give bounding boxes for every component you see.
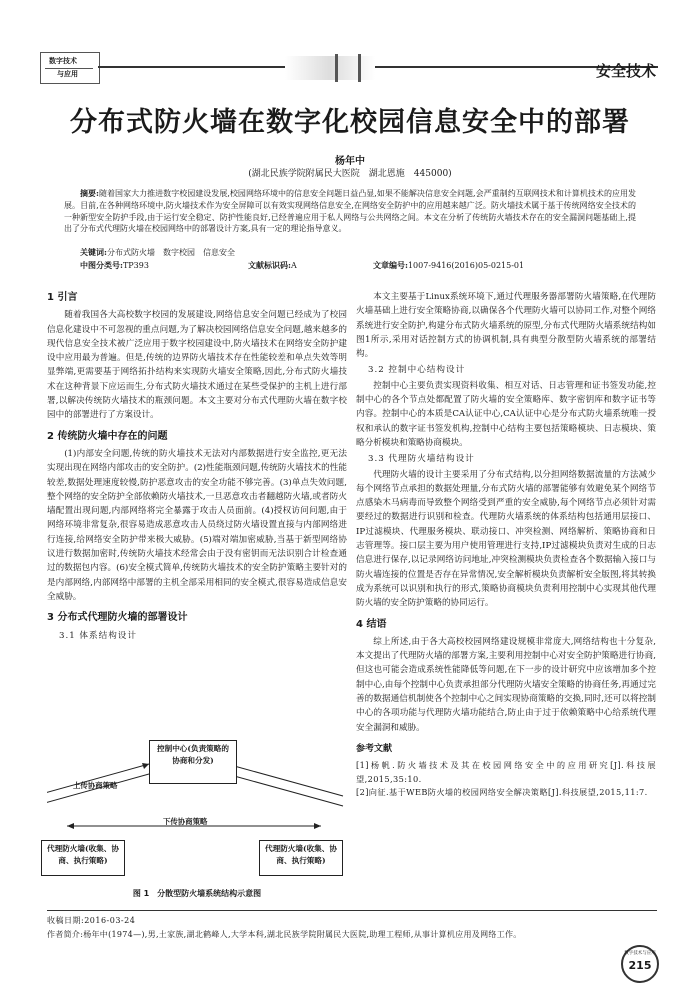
subsection-3-1-heading: 3.1 体系结构设计 [59,630,137,641]
author-name: 杨年中 [335,156,365,167]
keywords-label: 关键词: [80,247,107,257]
paragraph: 本文主要基于Linux系统环境下,通过代理服务器部署防火墙策略,在代理防火墙基础上进行安全策略协商,以确保各个代理防火墙可以协同工作,对整个网络系统进行安全防护,构建分布式防火墙系统的原型,分布式代理防火墙系统结构如图1所示,采用对话控制方式的协调机制,具有典型分散型防火墙系统的部署结构。 [356,292,656,360]
reference-2: [2]向征.基于WEB防火墙的校园网络安全解决策略[J].科技展望,2015,11:7. [356,787,648,798]
control-center-node: 控制中心(负责策略的协商和分发) [149,740,237,784]
page-badge [621,945,659,983]
paragraph: 代理防火墙的设计主要采用了分布式结构,以分担网络数据流量的方法减少每个网络节点承担的数据处理量,分布式防火墙的部署能够有效避免某个网络节点感染木马病毒而导致整个网络受到严重的安全威胁,每个网络节点必须针对需要经过的数据进行识别和检查。代理防火墙系统的体系结构包括通用层接口、IP过滤模块、代理服务模块、联动接口、冲突检测、网络解析、策略协商和日志管理等。接口层主要为用户使用管理进行支持,IP过滤模块负责对生成的日志信息进行保存,以记录网络访问地址,冲突检测模块负责检查各个数据输入接口与防火墙连接的位置是否存在异常情况,安全解析模块负责解析安全版图,将其转换成为系统可以识别和执行的形式,策略协商模块负责利用控制中心实现其他代理防火墙的安全防护策略的协同运行。 [356,469,656,609]
header-bars [335,54,361,82]
author-affiliation: (湖北民族学院附属民大医院 湖北恩施 445000) [248,169,452,179]
clc-number: 中图分类号:TP393 [80,260,149,270]
column-name: 安全技术 [595,62,656,80]
article-title: 分布式防火墙在数字化校园信息安全中的部署 [70,107,630,138]
journal-tag-line2: 与应用 [57,69,78,78]
proxy-firewall-node-left: 代理防火墙(收集、协商、执行策略) [41,840,125,876]
left-column [47,284,347,644]
reference-1: [1]杨帆.防火墙技术及其在校园网络安全中的应用研究[J].科技展望,2015,35:10. [356,760,656,784]
doc-code: 文献标识码:A [248,260,297,270]
page-number: 215 [628,959,652,972]
paragraph: 综上所述,由于各大高校校园网络建设规模非常庞大,网络结构也十分复杂,本文提出了代理防火墙的部署方案,主要利用控制中心对安全防护策略进行协商,但这也可能会造成系统性能降低等问题,在下一步的设计研究中应该增加多个控制中心,由每个控制中心负责承担部分代理防火墙安全策略的协商任务,再通过完善的数据通信机制使各个控制中心之间实现协商策略的交换,同时,还可以将控制中心的各项功能与代理防火墙功能结合,防止由于过于依赖策略中心给系统代理安全漏洞和威胁。 [356,636,656,733]
upstream-label: 上传协商策略 [73,781,118,790]
subsection-3-3-heading: 3.3 代理防火墙结构设计 [368,454,475,465]
journal-logo [40,52,100,84]
references-heading: 参考文献 [356,743,393,754]
downstream-label: 下传协商策略 [163,817,208,826]
subsection-3-2-heading: 3.2 控制中心结构设计 [368,365,466,376]
received-date: 收稿日期:2016-03-24 [47,916,136,925]
keywords [80,247,235,258]
paragraph: 控制中心主要负责实现资料收集、相互对话、日志管理和证书签发功能,控制中心的各个节点处都配置了防火墙的安全策略库、数字密钥库和数字证书等内容。控制中心的本质是CA认证中心,CA认证中心是分布式防火墙系统唯一授权和承认的数字证书签发机构,控制中心结构主要包括策略模块、日志模块、策略分析模块和策略协商模块。 [356,380,656,448]
author-bio: 作者简介:杨年中(1974—),男,土家族,湖北鹤峰人,大学本科,湖北民族学院附属民大医院,助理工程师,从事计算机应用及网络工作。 [47,930,522,939]
figure-caption: 图 1 分散型防火墙系统结构示意图 [132,889,262,898]
right-column [356,290,656,800]
abstract-label: 摘要: [80,188,99,198]
section-4-heading: 4 结语 [356,618,387,630]
header-band [285,56,375,80]
paragraph: (1)内部安全问题,传统的防火墙技术无法对内部数据进行安全监控,更无法实现出现在网络内部攻击的安全防护。(2)性能瓶颈问题,传统防火墙技术的性能较差,数据处理速度较慢,防护恶意攻击的安全功能不够完善。(3)单点失效问题,整个网络的安全防护全部依赖防火墙技术,一旦恶意攻击者翻越防火墙,或者防火墙配置出现问题,内部网络将完全暴露于攻击人员面前。(4)授权访问问题,由于网络环境非常复杂,很容易造成恶意攻击人员绕过防火墙设置直接与内部网络进行连接,给网络安全防护带来极大威胁。(5)端对端加密威胁,当基于新型网络协议进行数据加密时,传统防火墙技术经常会由于没有密钥而无法识别合计检查通过的数据包内容。(6)安全模式简单,传统防火墙技术的安全防护策略主要针对的是内部网络,内部网络中部署的主机全部采用相同的安全模式,很容易造成信息安全威胁。 [47,448,347,602]
article-number: 文章编号:1007-9416(2016)05-0215-01 [373,260,525,270]
section-3-heading: 3 分布式代理防火墙的部署设计 [47,612,188,624]
section-2-heading: 2 传统防火墙中存在的问题 [47,430,168,442]
keywords-text: 分布式防火墙 数字校园 信息安全 [106,248,235,257]
footer-rule [47,910,657,911]
abstract [64,188,636,235]
header-rule [98,66,658,68]
section-1-heading: 1 引言 [47,292,78,303]
journal-tag-line1: 数字技术 [49,56,77,65]
badge-ring-text: 数字技术与应用 [624,951,656,956]
figure-1 [47,736,347,882]
paragraph: 随着我国各大高校数字校园的发展建设,网络信息安全问题已经成为了校园信息化建设中不可忽视的重点问题,为了解决校园网络信息安全问题,越来越多的现代信息安全技术被广泛应用于数字校园建设中,防火墙技术在网络安全防护建设中应用最为普遍。但是,传统的边界防火墙技术存在性能较差和单点失效等明显弊端,更需要基于网络拓扑结构来实现防火墙安全策略,因此,分布式防火墙技术在这种背景下应运而生,分布式防火墙技术通过在某些受保护的主机上进行部署,以解决传统防火墙技术的瓶颈问题。本文主要对分布式代理防火墙在数字校园中的部署进行了方案设计。 [47,310,347,421]
abstract-text: 随着国家大力推进数字校园建设发展,校园网络环境中的信息安全问题日益凸显,如果不能解决信息安全问题,会严重制约互联网技术和计算机技术的应用发展。目前,在各种网络环境中,防火墙技术作为安全屏障可以有效实现网络信息安全,在网络安全防护中的应用越来越广泛。防火墙技术属于基于传统网络安全技术的一种新型安全防护手段,由于运行安全稳定、防护性能良好,已经普遍应用于私人网络与公共网络之间。本文在分析了传统防火墙技术存在的安全漏洞问题基础上,提出了分布式代理防火墙在校园网络中的部署设计方案,具有一定的理论指导意义。 [64,189,637,234]
proxy-firewall-node-right: 代理防火墙(收集、协商、执行策略) [259,840,343,876]
